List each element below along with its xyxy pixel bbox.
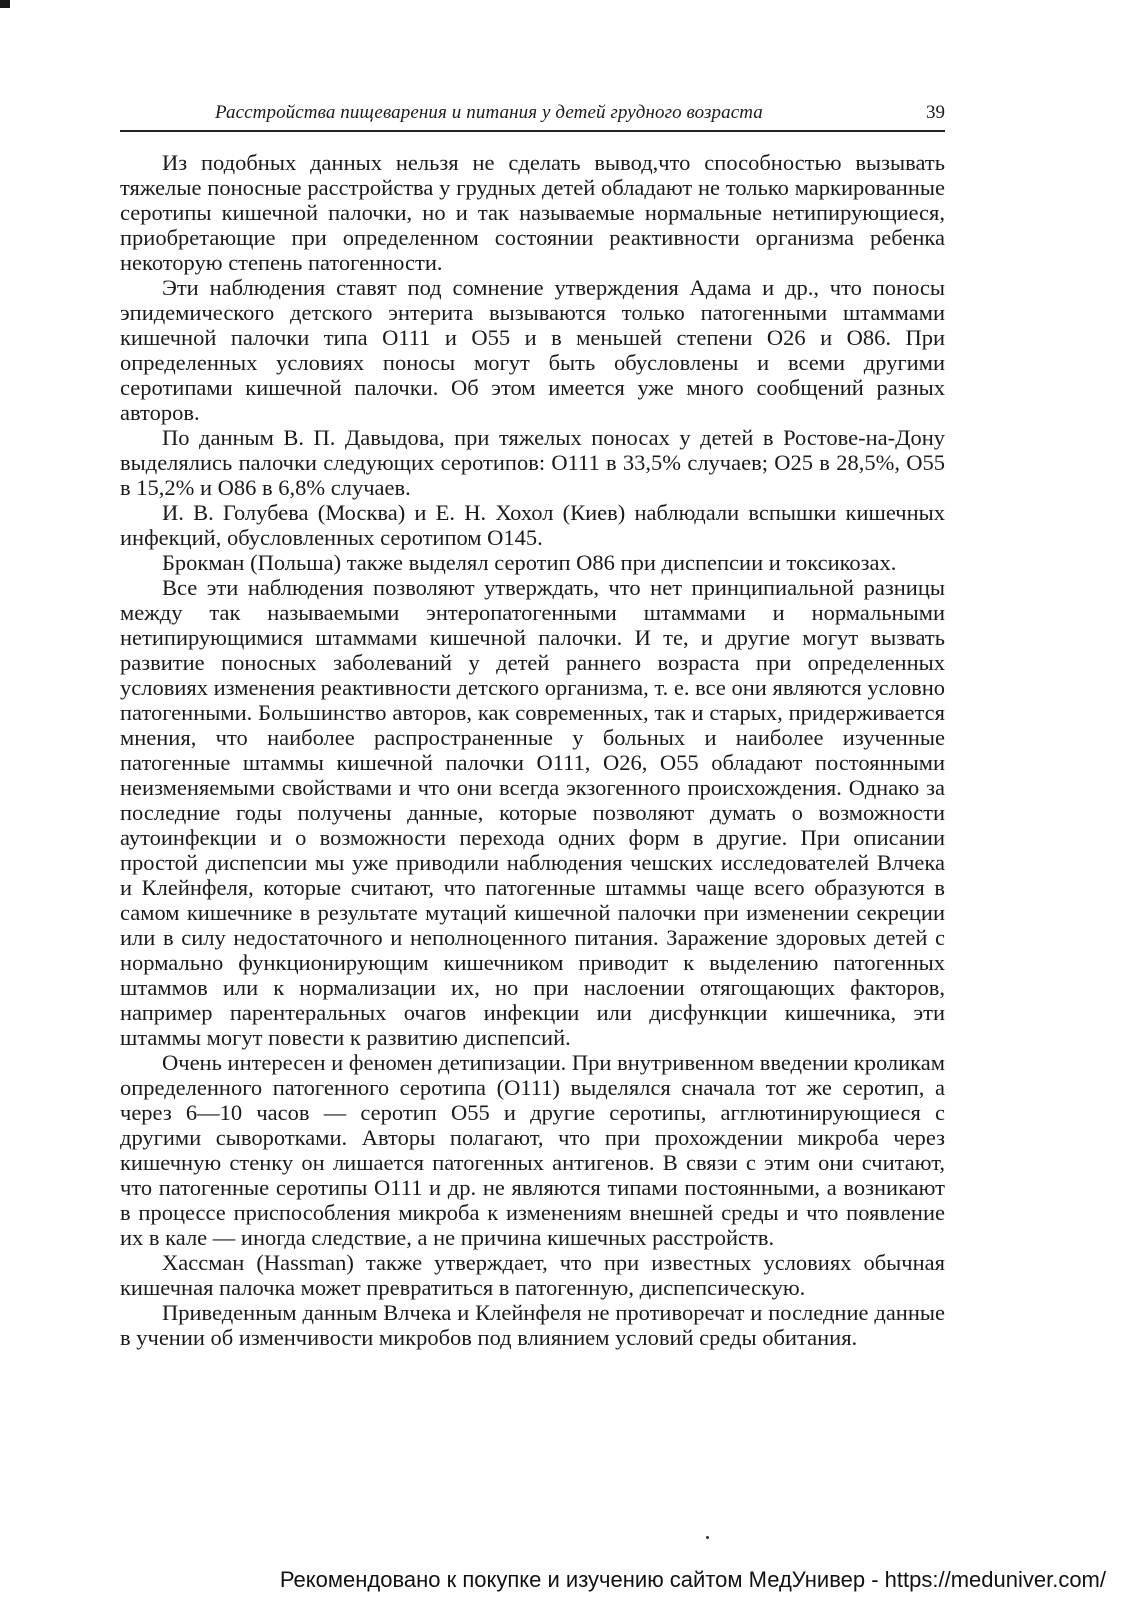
paragraph-7: Очень интересен и феномен детипизации. При внутривенном введении кроликам определенного патогенного серотипа (O111) выделялся сначала тот же серотип, а через 6—10 часов — серотип O55 и другие серотипы, агглютинирующиеся с другими сыворотками. Авторы полагают, что при прохождении микроба через кишечную стенку он лишается патогенных антигенов. В связи с этим они считают, что патогенные серотипы O111 и др. не являются типами постоянными, а возникают в процессе приспособления микроба к изменениям внешней среды и что появление их в кале — иногда следствие, а не причина кишечных расстройств. <box>120 1050 945 1250</box>
running-header <box>120 100 945 132</box>
paragraph-4: И. В. Голубева (Москва) и Е. Н. Хохол (Киев) наблюдали вспышки кишечных инфекций, обусловленных серотипом O145. <box>120 500 945 550</box>
page-number: 39 <box>926 102 945 123</box>
paragraph-1: Из подобных данных нельзя не сделать вывод,что способностью вызывать тяжелые поносные расстройства у грудных детей обладают не только маркированные серотипы кишечной палочки, но и так называемые нормальные нетипирующиеся, приобретающие при определенном состоянии реактивности организма ребенка некоторую степень патогенности. <box>120 150 945 275</box>
footer-watermark: Рекомендовано к покупке и изучению сайтом МедУнивер - https://meduniver.com/ <box>279 1567 1106 1592</box>
book-page <box>120 100 945 1350</box>
paragraph-5: Брокман (Польша) также выделял серотип O86 при диспепсии и токсикозах. <box>162 550 897 575</box>
paragraph-8: Хассман (Hassman) также утверждает, что при известных условиях обычная кишечная палочка может превратиться в патогенную, диспепсическую. <box>120 1250 945 1300</box>
body-text <box>120 150 945 1350</box>
paragraph-3: По данным В. П. Давыдова, при тяжелых поносах у детей в Ростове-на-Дону выделялись палочки следующих серотипов: O111 в 33,5% случаев; O25 в 28,5%, O55 в 15,2% и O86 в 6,8% случаев. <box>120 425 945 500</box>
running-title: Расстройства пищеварения и питания у детей грудного возраста <box>215 102 763 123</box>
paragraph-2: Эти наблюдения ставят под сомнение утверждения Адама и др., что поносы эпидемического детского энтерита вызываются только патогенными штаммами кишечной палочки типа O111 и O55 и в меньшей степени O26 и O86. При определенных условиях поносы могут быть обусловлены и всеми другими серотипами кишечной палочки. Об этом имеется уже много сообщений разных авторов. <box>120 275 945 425</box>
paragraph-6: Все эти наблюдения позволяют утверждать, что нет принципиальной разницы между так называемыми энтеропатогенными штаммами и нормальными нетипирующимися штаммами кишечной палочки. И те, и другие могут вызвать развитие поносных заболеваний у детей раннего возраста при определенных условиях изменения реактивности детского организма, т. е. все они являются условно патогенными. Большинство авторов, как современных, так и старых, придерживается мнения, что наиболее распространенные у больных и наиболее изученные патогенные штаммы кишечной палочки O111, O26, O55 обладают постоянными неизменяемыми свойствами и что они всегда экзогенного происхождения. Однако за последние годы получены данные, которые позволяют думать о возможности аутоинфекции и о возможности перехода одних форм в другие. При описании простой диспепсии мы уже приводили наблюдения чешских исследователей Влчека и Клейнфеля, которые считают, что патогенные штаммы чаще всего образуются в самом кишечнике в результате мутаций кишечной палочки при изменении секреции или в силу недостаточного и неполноценного питания. Заражение здоровых детей с нормально функционирующим кишечником приводит к выделению патогенных штаммов или к нормализации их, но при наслоении отягощающих факторов, например парентеральных очагов инфекции или дисфункции кишечника, эти штаммы могут повести к развитию диспепсий. <box>120 575 945 1050</box>
scan-speck <box>706 1536 709 1539</box>
paragraph-9: Приведенным данным Влчека и Клейнфеля не противоречат и последние данные в учении об изменчивости микробов под влиянием условий среды обитания. <box>120 1300 945 1350</box>
scan-corner-mark <box>0 0 10 8</box>
